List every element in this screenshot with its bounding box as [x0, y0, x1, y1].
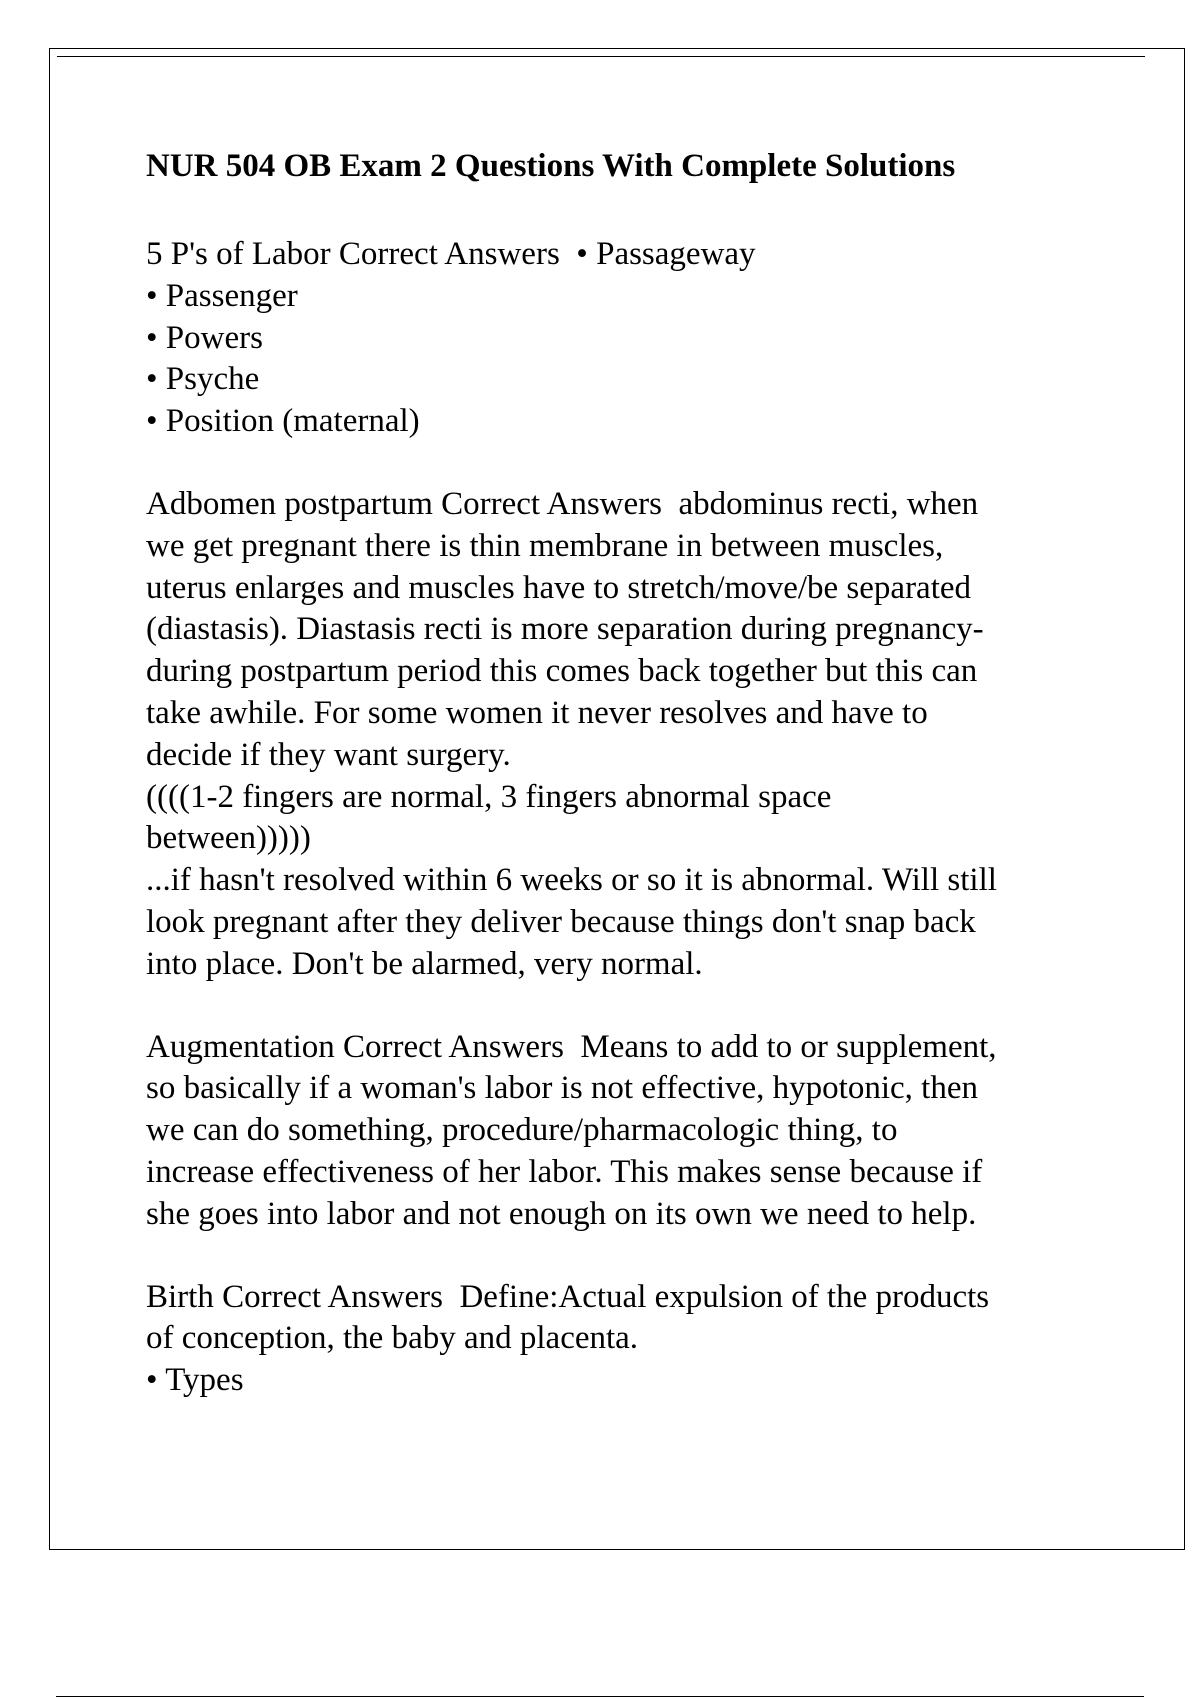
entry-line: she goes into labor and not enough on its own we need to help. [146, 1195, 977, 1232]
entry-birth [146, 1277, 1106, 1402]
entry-line: during postpartum period this comes back together but this can [146, 653, 978, 690]
entry-line: ((((1-2 fingers are normal, 3 fingers abnormal space [146, 778, 832, 815]
entry-abdomen-postpartum [146, 484, 1106, 986]
entry-line: into place. Don't be alarmed, very normal. [146, 945, 703, 982]
entry-line: we can do something, procedure/pharmacologic thing, to [146, 1112, 898, 1149]
entry-line: • Passenger [146, 277, 298, 314]
entry-line: (diastasis). Diastasis recti is more separation during pregnancy- [146, 611, 984, 648]
entry-line: • Position (maternal) [146, 403, 420, 440]
entry-line: Adbomen postpartum Correct Answers abdominus recti, when [146, 485, 979, 522]
entry-augmentation [146, 1027, 1106, 1236]
entry-line: • Powers [146, 319, 263, 356]
entry-line: so basically if a woman's labor is not effective, hypotonic, then [146, 1070, 978, 1107]
entry-line: of conception, the baby and placenta. [146, 1320, 639, 1357]
entry-line: • Types [146, 1362, 244, 1399]
bottom-rule [56, 1696, 1144, 1697]
entry-line: decide if they want surgery. [146, 736, 511, 773]
document-title: NUR 504 OB Exam 2 Questions With Complete Solutions [146, 148, 956, 184]
entry-line: between))))) [146, 820, 311, 857]
entry-5ps-of-labor [146, 234, 1106, 443]
top-rule [57, 56, 1145, 57]
entry-line: Augmentation Correct Answers Means to add to or supplement, [146, 1028, 997, 1065]
entry-line: increase effectiveness of her labor. This makes sense because if [146, 1153, 983, 1190]
entry-line: we get pregnant there is thin membrane in between muscles, [146, 527, 944, 564]
entry-line: 5 P's of Labor Correct Answers • Passageway [146, 236, 756, 272]
entry-line: Birth Correct Answers Define:Actual expulsion of the products [146, 1278, 990, 1315]
entry-line: • Psyche [146, 361, 260, 398]
entry-line: look pregnant after they deliver because things don't snap back [146, 903, 976, 940]
document-body [146, 141, 1106, 1443]
entry-line: ...if hasn't resolved within 6 weeks or so it is abnormal. Will still [146, 862, 997, 899]
entry-line: uterus enlarges and muscles have to stretch/move/be separated [146, 569, 972, 606]
entry-line: take awhile. For some women it never resolves and have to [146, 694, 928, 731]
